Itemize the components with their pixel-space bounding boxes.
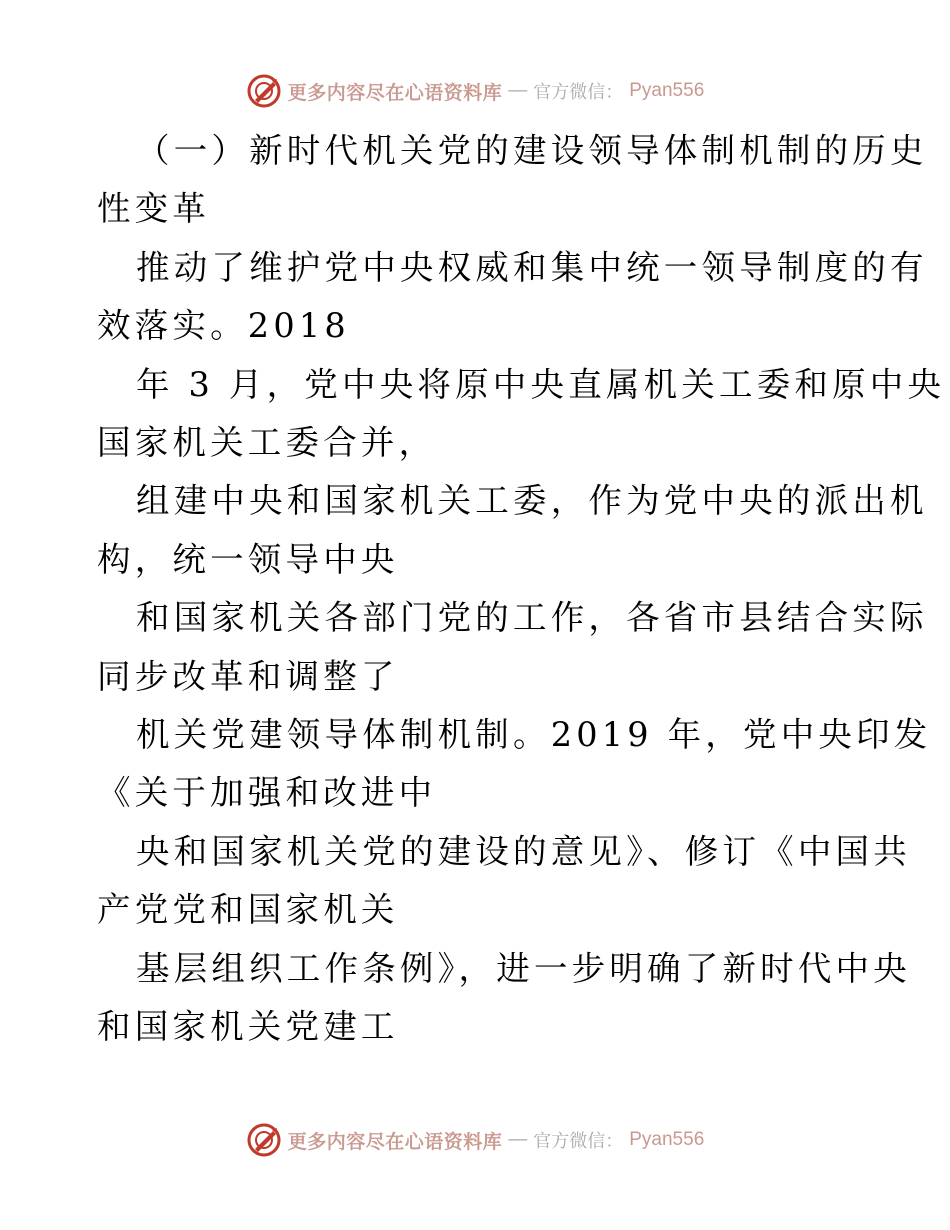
paragraph-line: 效落实。2018 xyxy=(97,306,350,346)
header-brand-text: 更多内容尽在心语资料库 xyxy=(287,81,503,104)
paragraph xyxy=(97,589,928,706)
paragraph xyxy=(97,239,928,356)
header-banner xyxy=(0,71,950,111)
paragraph-line: 产党党和国家机关 xyxy=(97,890,399,930)
paragraph-line: 推动了维护党中央权威和集中统一领导制度的有 xyxy=(136,247,928,287)
paragraph-line: 构，统一领导中央 xyxy=(97,539,399,579)
paragraph-line: 基层组织工作条例》，进一步明确了新时代中央 xyxy=(136,948,911,988)
paragraph-line: 年 3 月，党中央将原中央直属机关工委和原中央 xyxy=(136,364,946,404)
paragraph-line: 《关于加强和改进中 xyxy=(97,773,437,813)
paragraph-line: 性变革 xyxy=(97,189,211,229)
paragraph-line: 国家机关工委合并， xyxy=(97,423,437,463)
paragraph-line: 同步改革和调整了 xyxy=(97,656,399,696)
paragraph xyxy=(97,472,928,589)
paragraph-line: 和国家机关各部门党的工作，各省市县结合实际 xyxy=(136,598,928,638)
footer-banner xyxy=(0,1120,950,1160)
paragraph-line: 央和国家机关党的建设的意见》、修订《中国共 xyxy=(136,831,911,871)
paragraph-line: 和国家机关党建工 xyxy=(97,1007,399,1047)
paragraph xyxy=(97,940,911,1057)
paragraph xyxy=(97,706,932,823)
paragraph-line: 组建中央和国家机关工委，作为党中央的派出机 xyxy=(136,481,928,521)
paragraph-line: 机关党建领导体制机制。2019 年，党中央印发 xyxy=(136,715,932,755)
document-body xyxy=(97,122,946,1057)
header-official-label: 官方微信： xyxy=(533,82,624,103)
brand-logo-icon xyxy=(246,73,282,109)
footer-wechat-id: Pyan556 xyxy=(629,1129,705,1150)
paragraph xyxy=(97,122,928,239)
brand-logo-icon xyxy=(246,1122,282,1158)
paragraph xyxy=(97,823,911,940)
paragraph-line: （一）新时代机关党的建设领导体制机制的历史 xyxy=(136,131,928,170)
footer-separator: — xyxy=(508,1129,528,1150)
footer-official-label: 官方微信： xyxy=(533,1131,624,1152)
footer-brand-text: 更多内容尽在心语资料库 xyxy=(287,1130,503,1153)
header-wechat-id: Pyan556 xyxy=(629,80,705,101)
paragraph xyxy=(97,356,946,473)
header-separator: — xyxy=(508,80,528,101)
